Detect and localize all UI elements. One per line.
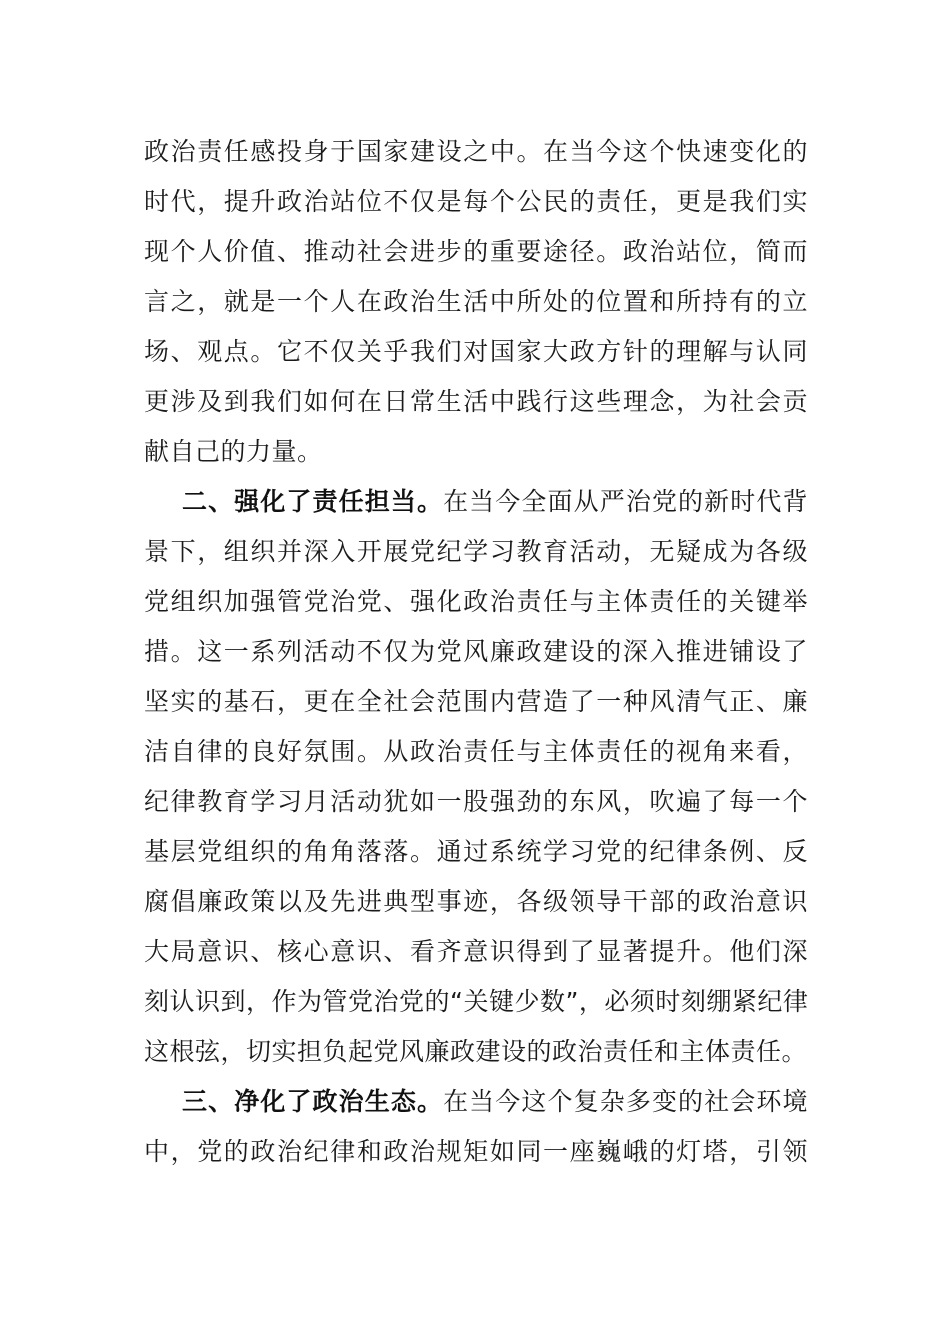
text-line: 刻认识到，作为管党治党的“关键少数”，必须时刻绷紧纪律 <box>144 987 809 1016</box>
text-line: 现个人价值、推动社会进步的重要途径。政治站位，简而 <box>144 237 808 266</box>
text-run: 在当今全面从严治党的新时代背 <box>443 487 808 516</box>
text-line: 献自己的力量。 <box>144 437 323 466</box>
text-line: 基层党组织的角角落落。通过系统学习党的纪律条例、反 <box>144 837 808 866</box>
text-line: 中，党的政治纪律和政治规矩如同一座巍峨的灯塔，引领 <box>144 1137 808 1166</box>
section-heading: 二、强化了责任担当。 <box>182 487 444 516</box>
paragraph-1 <box>144 127 808 477</box>
paragraph-first-line <box>144 1077 808 1127</box>
text-line: 洁自律的良好氛围。从政治责任与主体责任的视角来看， <box>144 737 808 766</box>
text-line: 更涉及到我们如何在日常生活中践行这些理念，为社会贡 <box>144 387 808 416</box>
text-run: 在当今这个复杂多变的社会环境 <box>443 1087 808 1116</box>
section-heading: 三、净化了政治生态。 <box>182 1087 444 1116</box>
text-line: 场、观点。它不仅关乎我们对国家大政方针的理解与认同 <box>144 337 808 366</box>
text-line: 这根弦，切实担负起党风廉政建设的政治责任和主体责任。 <box>144 1037 808 1066</box>
text-line: 言之，就是一个人在政治生活中所处的位置和所持有的立 <box>144 287 808 316</box>
text-line: 时代，提升政治站位不仅是每个公民的责任，更是我们实 <box>144 187 808 216</box>
text-line: 腐倡廉政策以及先进典型事迹，各级领导干部的政治意识 <box>144 887 808 916</box>
paragraph-3 <box>144 1077 808 1177</box>
text-line: 大局意识、核心意识、看齐意识得到了显著提升。他们深 <box>144 937 808 966</box>
text-line: 纪律教育学习月活动犹如一股强劲的东风，吹遍了每一个 <box>144 787 808 816</box>
paragraph-2 <box>144 477 808 1077</box>
text-line: 政治责任感投身于国家建设之中。在当今这个快速变化的 <box>144 137 808 166</box>
paragraph-first-line <box>144 477 808 527</box>
text-line: 措。这一系列活动不仅为党风廉政建设的深入推进铺设了 <box>144 637 808 666</box>
text-line: 党组织加强管党治党、强化政治责任与主体责任的关键举 <box>144 587 808 616</box>
text-line: 坚实的基石，更在全社会范围内营造了一种风清气正、廉 <box>144 687 808 716</box>
text-line: 景下，组织并深入开展党纪学习教育活动，无疑成为各级 <box>144 537 808 566</box>
